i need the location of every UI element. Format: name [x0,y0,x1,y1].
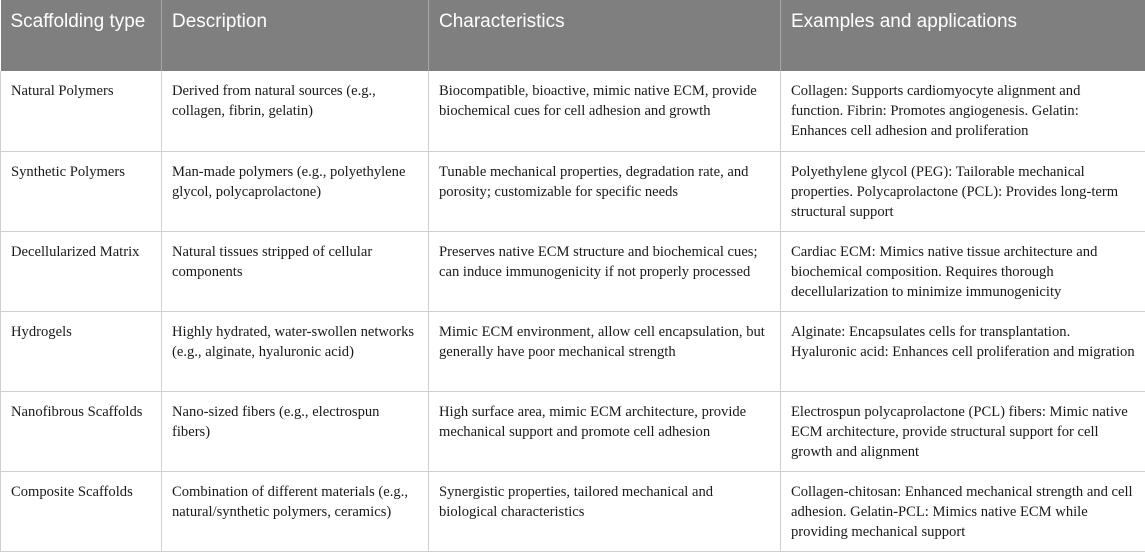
header-scaffolding-type: Scaffolding type [1,0,162,71]
table-body [1,71,1145,551]
cell-characteristics: Biocompatible, bioactive, mimic native ECM, provide biochemical cues for cell adhesion and growth [429,71,781,151]
cell-description: Combination of different materials (e.g., natural/synthetic polymers, ceramics) [162,471,429,551]
cell-examples: Cardiac ECM: Mimics native tissue architecture and biochemical composition. Requires thorough decellularization to minimize immunogenicity [781,231,1145,311]
cell-examples: Electrospun polycaprolactone (PCL) fibers: Mimic native ECM architecture, provide structural support for cell growth and alignment [781,391,1145,471]
cell-examples: Alginate: Encapsulates cells for transplantation. Hyaluronic acid: Enhances cell proliferation and migration [781,311,1145,391]
cell-type: Decellularized Matrix [1,231,162,311]
table-row [1,311,1145,391]
cell-examples: Collagen: Supports cardiomyocyte alignment and function. Fibrin: Promotes angiogenesis. Gelatin: Enhances cell adhesion and proliferation [781,71,1145,151]
table-header [1,0,1145,71]
table-row [1,231,1145,311]
cell-description: Derived from natural sources (e.g., collagen, fibrin, gelatin) [162,71,429,151]
cell-type: Hydrogels [1,311,162,391]
table-row [1,71,1145,151]
cell-examples: Polyethylene glycol (PEG): Tailorable mechanical properties. Polycaprolactone (PCL): Provides long-term structural support [781,151,1145,231]
cell-characteristics: High surface area, mimic ECM architecture, provide mechanical support and promote cell adhesion [429,391,781,471]
cell-type: Composite Scaffolds [1,471,162,551]
table-row [1,471,1145,551]
cell-type: Nanofibrous Scaffolds [1,391,162,471]
table-row [1,151,1145,231]
cell-characteristics: Tunable mechanical properties, degradation rate, and porosity; customizable for specific needs [429,151,781,231]
header-row [1,0,1145,71]
cell-description: Natural tissues stripped of cellular components [162,231,429,311]
header-examples-and-applications: Examples and applications [781,0,1145,71]
header-description: Description [162,0,429,71]
cell-characteristics: Synergistic properties, tailored mechanical and biological characteristics [429,471,781,551]
cell-examples: Collagen-chitosan: Enhanced mechanical strength and cell adhesion. Gelatin-PCL: Mimics native ECM while providing mechanical support [781,471,1145,551]
cell-characteristics: Preserves native ECM structure and biochemical cues; can induce immunogenicity if not properly processed [429,231,781,311]
header-characteristics: Characteristics [429,0,781,71]
cell-description: Man-made polymers (e.g., polyethylene glycol, polycaprolactone) [162,151,429,231]
cell-type: Natural Polymers [1,71,162,151]
cell-characteristics: Mimic ECM environment, allow cell encapsulation, but generally have poor mechanical strength [429,311,781,391]
cell-type: Synthetic Polymers [1,151,162,231]
cell-description: Nano-sized fibers (e.g., electrospun fibers) [162,391,429,471]
table-row [1,391,1145,471]
cell-description: Highly hydrated, water-swollen networks (e.g., alginate, hyaluronic acid) [162,311,429,391]
